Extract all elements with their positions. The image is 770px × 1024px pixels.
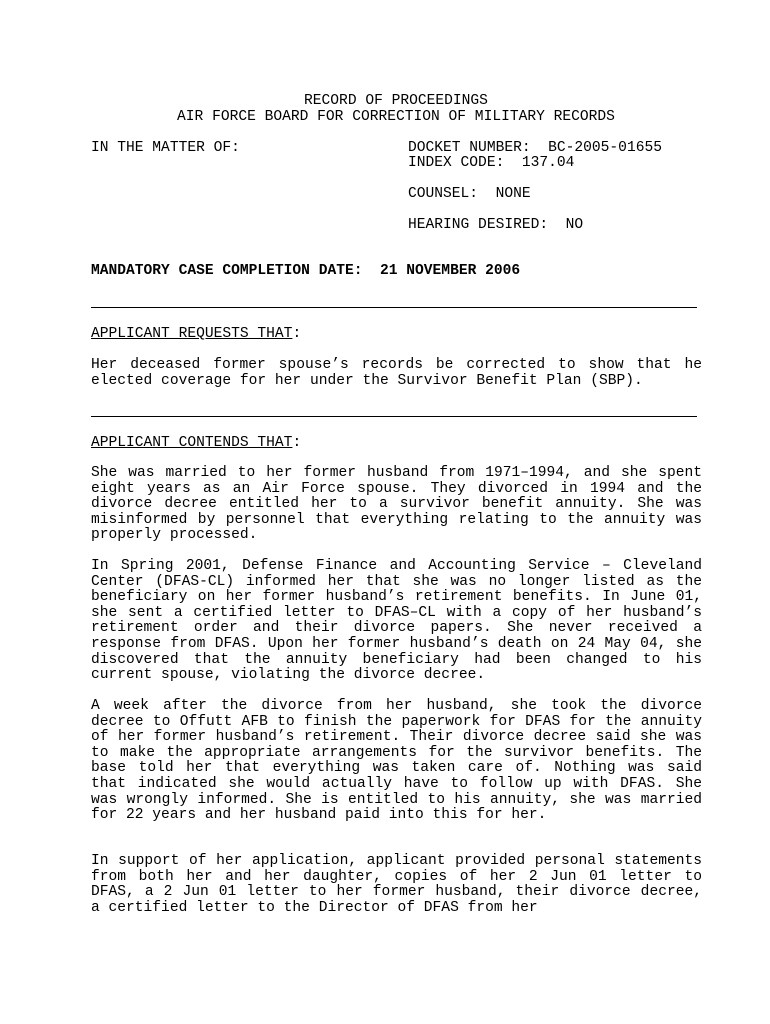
record-title: RECORD OF PROCEEDINGS: [304, 93, 488, 109]
contends-heading-colon: :: [292, 435, 302, 451]
requests-heading-colon: :: [292, 326, 302, 342]
requests-heading: [91, 327, 301, 343]
hearing-desired: HEARING DESIRED: NO: [408, 217, 584, 233]
completion-date: MANDATORY CASE COMPLETION DATE: 21 NOVEMBER 2006: [91, 263, 521, 279]
contends-heading-text: APPLICANT CONTENDS THAT: [91, 435, 293, 451]
docket-number: DOCKET NUMBER: BC-2005-01655: [408, 140, 662, 156]
divider: [91, 307, 697, 308]
matter-label: IN THE MATTER OF:: [91, 140, 240, 156]
requests-paragraph: Her deceased former spouse’s records be corrected to show that he elected coverage for her under the Survivor Benefit Plan (SBP).: [91, 357, 702, 389]
board-title: AIR FORCE BOARD FOR CORRECTION OF MILITARY RECORDS: [177, 109, 615, 125]
divider: [91, 416, 697, 417]
contends-paragraph-4: In support of her application, applicant provided personal statements from both her and her daughter, copies of her 2 Jun 01 letter to DFAS, a 2 Jun 01 letter to her former husband, their divorce decree, a certified letter to the Director of DFAS from her: [91, 853, 702, 916]
counsel: COUNSEL: NONE: [408, 186, 531, 202]
index-code: INDEX CODE: 137.04: [408, 155, 575, 171]
contends-paragraph-3: A week after the divorce from her husband, she took the divorce decree to Offutt AFB to finish the paperwork for DFAS for the annuity of her former husband’s retirement. Their divorce decree said she was to make the appropriate arrangements for the survivor benefits. The base told her that everything was taken care of. Nothing was said that indicated she would actually have to follow up with DFAS. She was wrongly informed. She is entitled to his annuity, she was married for 22 years and her husband paid into this for her.: [91, 698, 702, 824]
requests-heading-text: APPLICANT REQUESTS THAT: [91, 326, 293, 342]
contends-heading: [91, 436, 301, 452]
contends-paragraph-2: In Spring 2001, Defense Finance and Accounting Service – Cleveland Center (DFAS-CL) informed her that she was no longer listed as the beneficiary on her former husband’s retirement benefits. In June 01, she sent a certified letter to DFAS–CL with a copy of her husband’s retirement order and their divorce papers. She never received a response from DFAS. Upon her former husband’s death on 24 May 04, she discovered that the annuity beneficiary had been changed to his current spouse, violating the divorce decree.: [91, 558, 702, 684]
contends-paragraph-1: She was married to her former husband from 1971–1994, and she spent eight years as an Air Force spouse. They divorced in 1994 and the divorce decree entitled her to a survivor benefit annuity. She was misinformed by personnel that everything relating to the annuity was properly processed.: [91, 465, 702, 544]
